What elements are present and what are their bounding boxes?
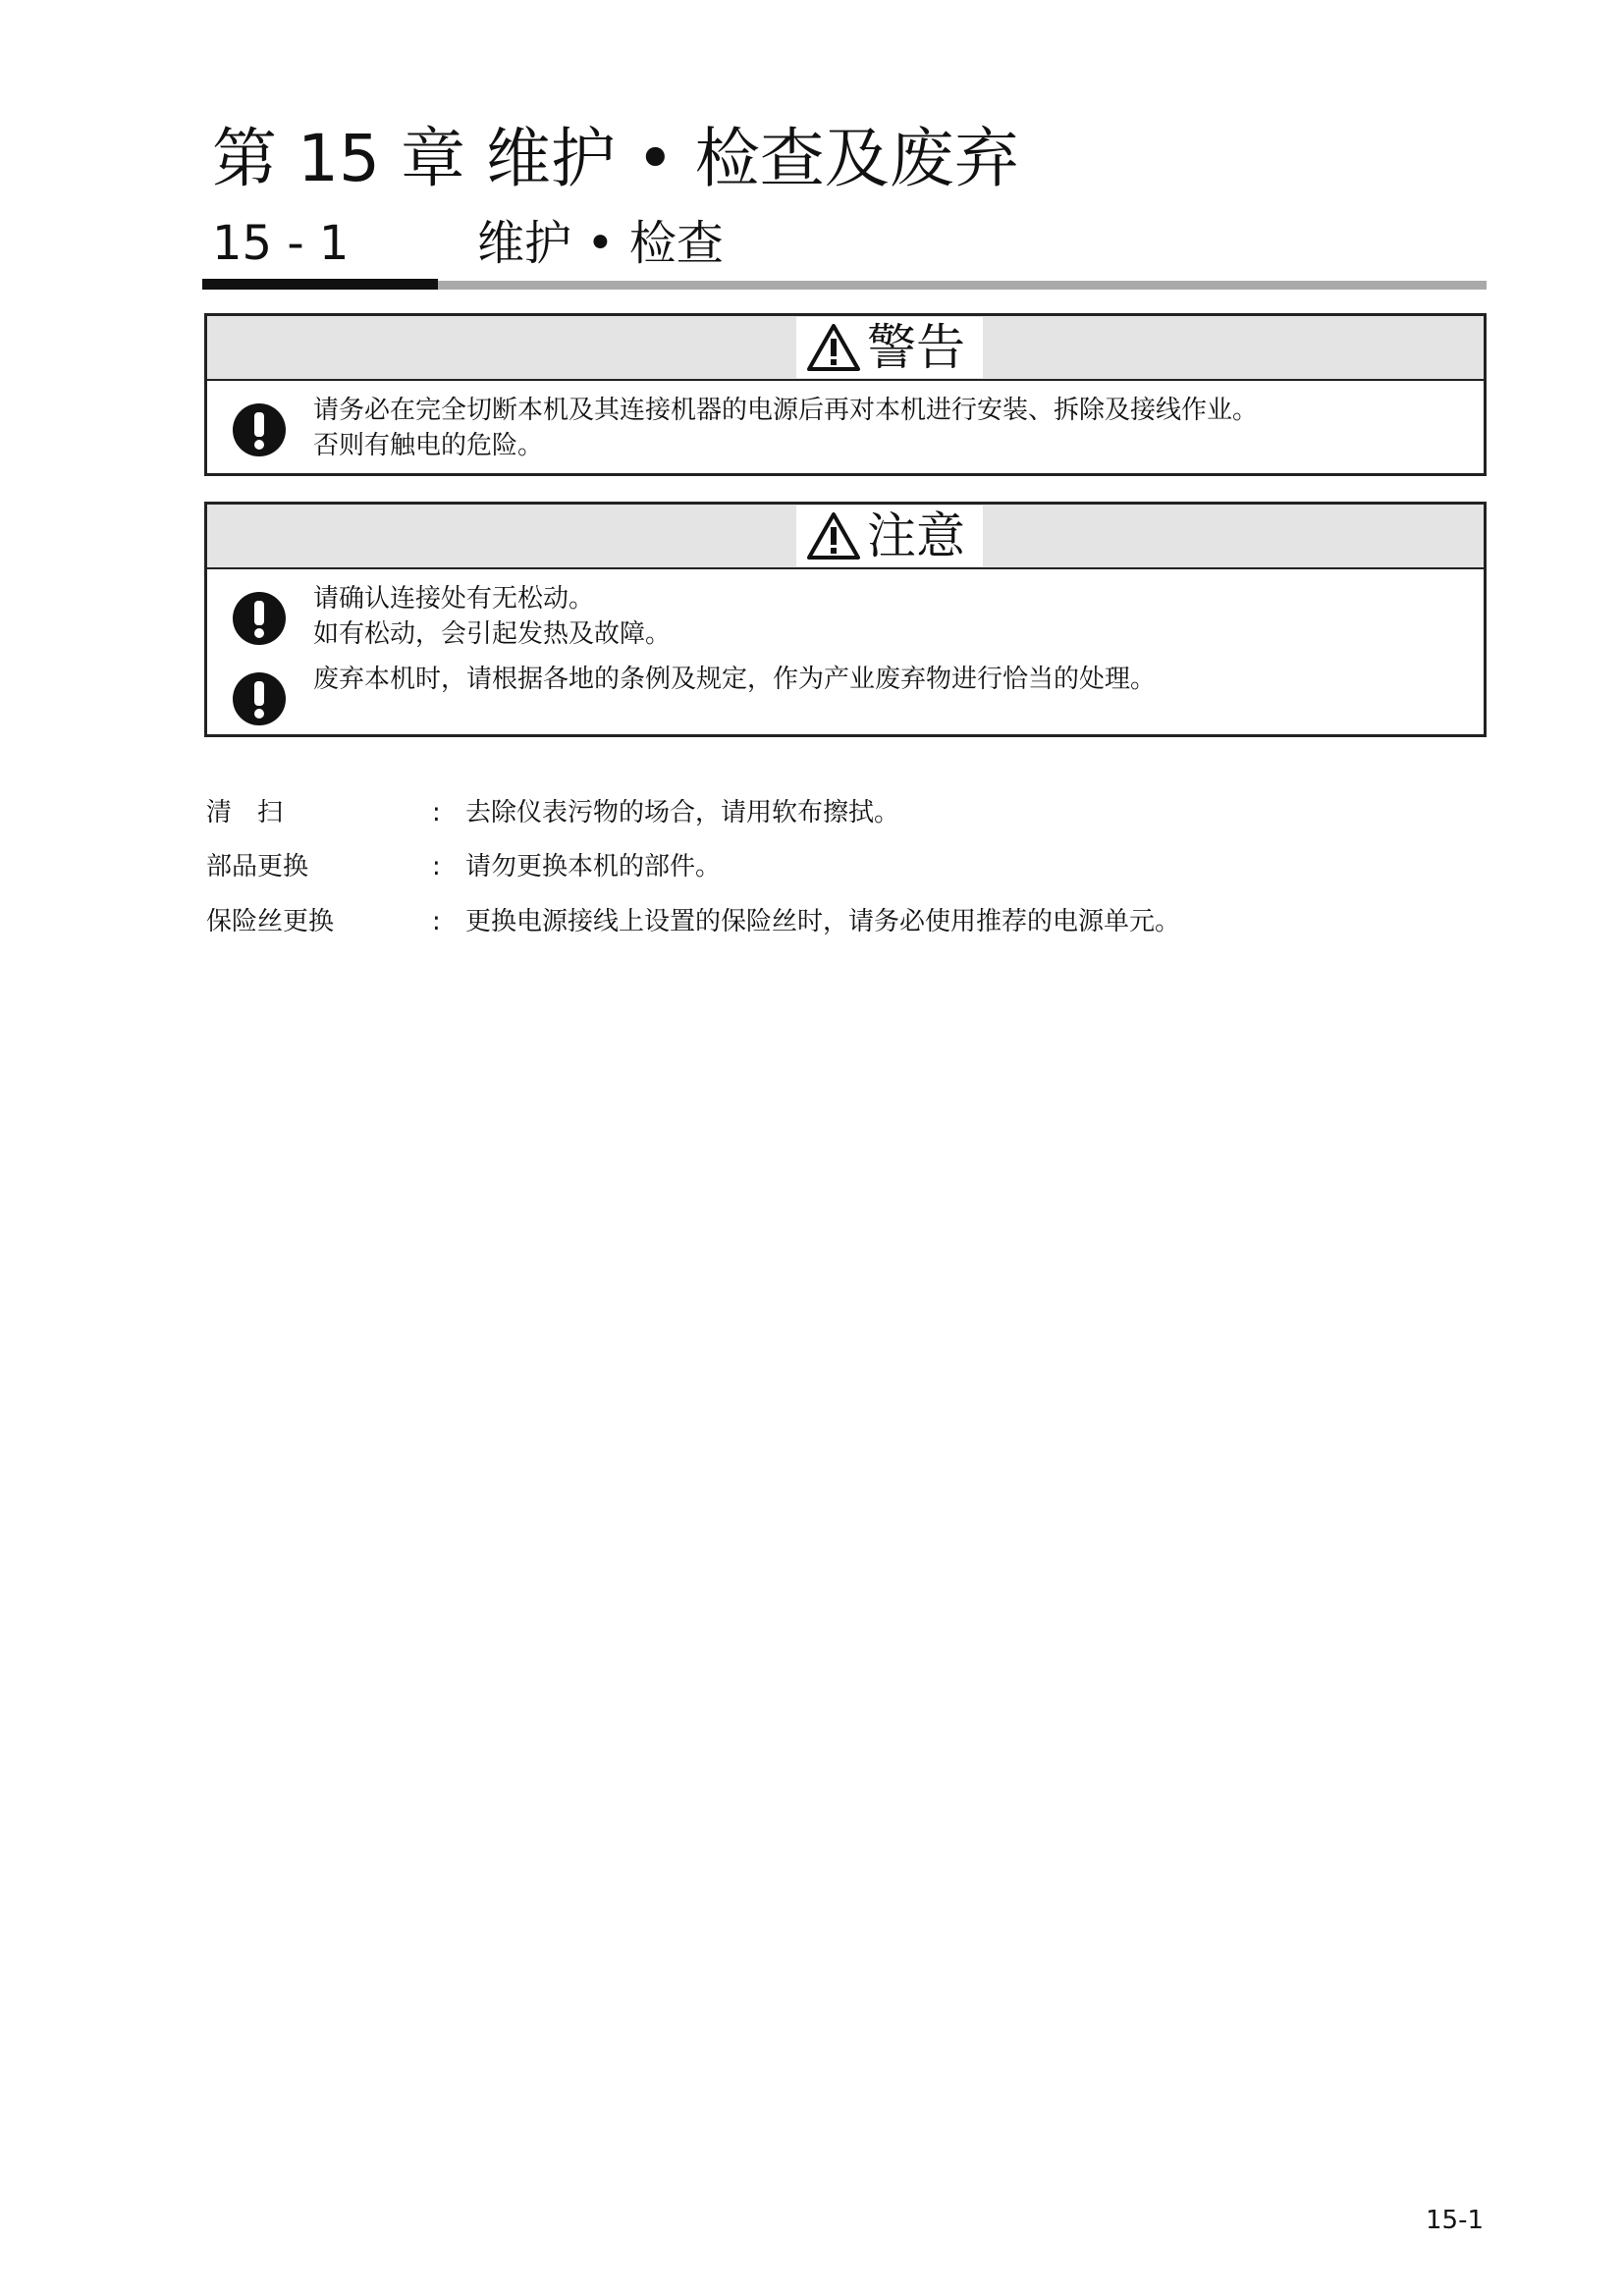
caution-item-line: 请确认连接处有无松动。 xyxy=(313,584,595,614)
warning-item xyxy=(207,393,1484,463)
warning-item-line: 请务必在完全切断本机及其连接机器的电源后再对本机进行安装、拆除及接线作业。 xyxy=(313,396,1259,425)
warning-body xyxy=(207,381,1484,481)
section-number: 15 - 1 xyxy=(212,216,350,271)
warning-label xyxy=(796,317,983,378)
info-label: 部品更换 xyxy=(206,852,309,881)
caution-item-line: 废弃本机时，请根据各地的条例及规定，作为产业废弃物进行恰当的处理。 xyxy=(313,665,1157,694)
caution-item xyxy=(207,581,1484,652)
section-rule-gray xyxy=(438,281,1487,290)
caution-label-text: 注意 xyxy=(867,507,965,564)
exclamation-circle-icon xyxy=(232,402,287,457)
info-value: 更换电源接线上设置的保险丝时，请务必使用推荐的电源单元。 xyxy=(465,907,1181,936)
section-rule-dark xyxy=(202,279,438,290)
caution-body xyxy=(207,569,1484,744)
info-colon: : xyxy=(432,907,441,936)
info-colon: : xyxy=(432,852,441,881)
info-label: 清 扫 xyxy=(206,798,284,828)
caution-box xyxy=(204,502,1487,737)
warning-header xyxy=(207,316,1484,381)
info-value: 去除仪表污物的场合，请用软布擦拭。 xyxy=(465,798,900,828)
exclamation-circle-icon xyxy=(232,591,287,646)
caution-label xyxy=(796,506,983,566)
info-row-fuse xyxy=(206,902,1483,941)
caution-item-line: 如有松动，会引起发热及故障。 xyxy=(313,619,672,649)
section-title: 维护 • 检查 xyxy=(477,216,724,271)
caution-item xyxy=(207,662,1484,726)
warning-item-line: 否则有触电的危险。 xyxy=(313,431,544,460)
warning-label-text: 警告 xyxy=(867,319,965,376)
info-colon: : xyxy=(432,798,441,828)
chapter-title: 第 15 章 维护 • 检查及废弃 xyxy=(212,121,1019,196)
warning-box xyxy=(204,313,1487,476)
info-label: 保险丝更换 xyxy=(206,907,335,936)
warning-triangle-icon xyxy=(806,511,861,561)
caution-header xyxy=(207,505,1484,569)
info-row-parts xyxy=(206,847,1483,886)
warning-triangle-icon xyxy=(806,323,861,372)
info-row-cleaning xyxy=(206,793,1483,832)
page-number: 15-1 xyxy=(1426,2206,1485,2235)
section-heading xyxy=(212,210,1489,279)
exclamation-circle-icon xyxy=(232,671,287,726)
info-value: 请勿更换本机的部件。 xyxy=(465,852,722,881)
